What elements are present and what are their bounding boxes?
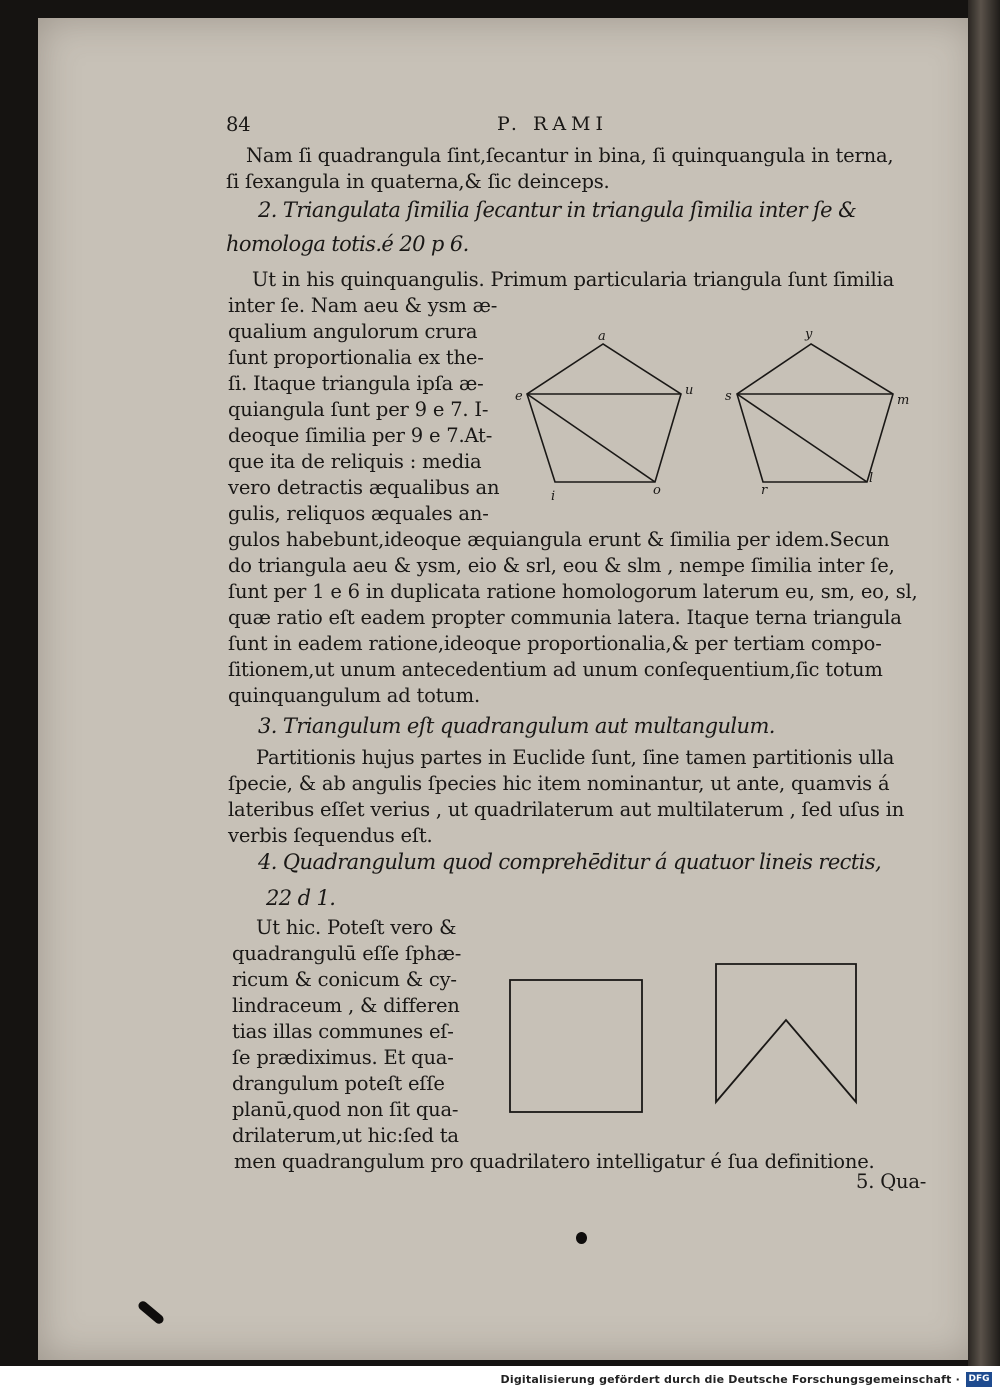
text-line: vero detractis æqualibus an bbox=[228, 476, 500, 499]
label-s: s bbox=[725, 389, 732, 404]
text-line: Partitionis hujus partes in Euclide ſunt, ſine tamen partitionis ulla bbox=[256, 746, 895, 769]
proposition-2-line2: homologa totis.é 20 p 6. bbox=[226, 232, 469, 256]
label-r: r bbox=[761, 483, 768, 498]
label-m: m bbox=[897, 393, 910, 408]
text-line: ſitionem,ut unum antecedentium ad unum conſequentium,ſic totum bbox=[228, 658, 883, 681]
catchword: 5. Qua- bbox=[856, 1170, 927, 1193]
label-o: o bbox=[653, 483, 661, 498]
text-line: ſunt per 1 e 6 in duplicata ratione homologorum laterum eu, sm, eo, sl, bbox=[228, 580, 918, 603]
pentagon-aeiou bbox=[527, 344, 681, 482]
text-line: Ut in his quinquangulis. Primum particularia triangula ſunt ſimilia bbox=[252, 268, 895, 291]
text-line: quadrangulū eſſe ſphæ- bbox=[232, 942, 462, 965]
proposition-2-line1: 2. Triangulata ſimilia ſecantur in triangula ſimilia inter ſe & bbox=[258, 198, 857, 222]
running-title: P. RAMI bbox=[497, 113, 608, 135]
text-line: drilaterum,ut hic:ſed ta bbox=[232, 1124, 459, 1147]
proposition-4-line1: 4. Quadrangulum quod comprehēditur á quatuor lineis rectis, bbox=[258, 850, 882, 874]
proposition-4-line2: 22 d 1. bbox=[266, 886, 336, 910]
text-line: men quadrangulum pro quadrilatero intelligatur é ſua definitione. bbox=[234, 1150, 875, 1173]
text-line: do triangula aeu & ysm, eio & srl, eou & slm , nempe ſimilia inter ſe, bbox=[228, 554, 895, 577]
text-line: drangulum poteſt eſſe bbox=[232, 1072, 445, 1095]
text-line: quiangula ſunt per 9 e 7. I- bbox=[228, 398, 489, 421]
pentagon-ysmlr bbox=[737, 344, 893, 482]
dfg-logo: DFG bbox=[966, 1372, 992, 1387]
ink-spot bbox=[576, 1232, 587, 1244]
diagonal-eo bbox=[527, 394, 655, 482]
text-line: ſunt in eadem ratione,ideoque proportionalia,& per tertiam compo- bbox=[228, 632, 882, 655]
label-e: e bbox=[515, 389, 523, 404]
text-line: quæ ratio eſt eadem propter communia latera. Itaque terna triangula bbox=[228, 606, 902, 629]
text-line: gulis, reliquos æquales an- bbox=[228, 502, 489, 525]
text-line: tias illas communes eſ- bbox=[232, 1020, 454, 1043]
text-line: verbis ſequendus eſt. bbox=[228, 824, 433, 847]
label-a: a bbox=[598, 329, 606, 344]
pentagon-figures bbox=[505, 322, 925, 510]
label-i: i bbox=[551, 489, 556, 504]
text-line: que ita de reliquis : media bbox=[228, 450, 482, 473]
proposition-3: 3. Triangulum eſt quadrangulum aut multangulum. bbox=[258, 714, 775, 738]
page-number: 84 bbox=[226, 113, 251, 136]
footer-bar bbox=[0, 1366, 1000, 1395]
text-line: ſunt proportionalia ex the- bbox=[228, 346, 484, 369]
text-line: qualium angulorum crura bbox=[228, 320, 478, 343]
text-line: ricum & conicum & cy- bbox=[232, 968, 457, 991]
text-line: ſi ſexangula in quaterna,& ſic deinceps. bbox=[226, 170, 610, 193]
quadrangle-figures bbox=[500, 958, 870, 1118]
text-line: ſi. Itaque triangula ipſa æ- bbox=[228, 372, 484, 395]
text-line: quinquangulum ad totum. bbox=[228, 684, 480, 707]
book-spine bbox=[968, 0, 1000, 1366]
concave-quadrangle bbox=[716, 964, 856, 1102]
text-line: inter ſe. Nam aeu & ysm æ- bbox=[228, 294, 498, 317]
footer-credit: Digitalisierung gefördert durch die Deutsche Forschungsgemeinschaft · bbox=[500, 1373, 960, 1386]
text-line: gulos habebunt,ideoque æquiangula erunt & ſimilia per idem.Secun bbox=[228, 528, 890, 551]
text-line: ſpecie, & ab angulis ſpecies hic item nominantur, ut ante, quamvis á bbox=[228, 772, 890, 795]
label-u: u bbox=[685, 383, 694, 398]
text-line: ſe prædiximus. Et qua- bbox=[232, 1046, 454, 1069]
label-l: l bbox=[869, 471, 874, 486]
label-y: y bbox=[805, 327, 813, 342]
text-line: Ut hic. Poteſt vero & bbox=[256, 916, 457, 939]
text-line: planū,quod non ſit qua- bbox=[232, 1098, 459, 1121]
text-line: Nam ſi quadrangula ſint,ſecantur in bina, ſi quinquangula in terna, bbox=[246, 144, 894, 167]
diagonal-sl bbox=[737, 394, 867, 482]
text-line: lindraceum , & differen bbox=[232, 994, 460, 1017]
text-line: deoque ſimilia per 9 e 7.At- bbox=[228, 424, 493, 447]
text-line: lateribus eſſet verius , ut quadrilaterum aut multilaterum , ſed uſus in bbox=[228, 798, 905, 821]
square-quadrilateral bbox=[510, 980, 642, 1112]
